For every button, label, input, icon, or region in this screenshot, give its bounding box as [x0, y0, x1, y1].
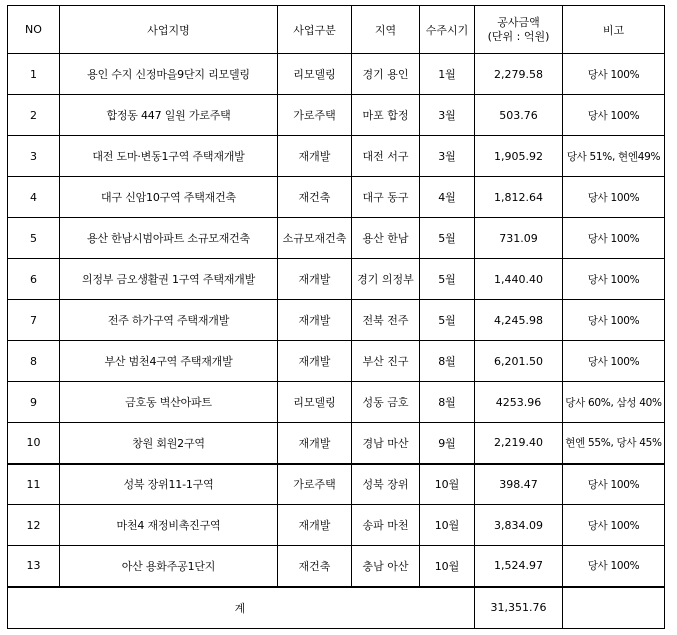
total-row [8, 587, 665, 629]
cell-note: 당사 100% [563, 505, 665, 546]
cell-note: 당사 60%, 삼성 40% [563, 382, 665, 423]
project-table [7, 5, 665, 629]
cell-name: 부산 범천4구역 주택재개발 [60, 341, 278, 382]
table-row [8, 341, 665, 382]
cell-period: 10월 [420, 464, 475, 505]
total-label: 계 [8, 587, 475, 629]
cell-region: 대전 서구 [352, 136, 420, 177]
table-header [8, 6, 665, 54]
cell-name: 대전 도마·변동1구역 주택재개발 [60, 136, 278, 177]
cell-region: 대구 동구 [352, 177, 420, 218]
table-row [8, 136, 665, 177]
cell-type: 재개발 [278, 341, 352, 382]
table-row [8, 54, 665, 95]
cell-type: 리모델링 [278, 54, 352, 95]
cell-type: 재개발 [278, 505, 352, 546]
cell-no: 4 [8, 177, 60, 218]
table-row [8, 505, 665, 546]
cell-type: 가로주택 [278, 464, 352, 505]
cell-type: 리모델링 [278, 382, 352, 423]
cell-note: 당사 100% [563, 464, 665, 505]
cell-amount: 398.47 [475, 464, 563, 505]
cell-note: 당사 100% [563, 546, 665, 587]
cell-type: 재건축 [278, 546, 352, 587]
cell-amount: 1,524.97 [475, 546, 563, 587]
cell-amount: 2,219.40 [475, 423, 563, 464]
header-period: 수주시기 [420, 6, 475, 54]
cell-name: 성북 장위11-1구역 [60, 464, 278, 505]
table-row [8, 300, 665, 341]
cell-period: 5월 [420, 300, 475, 341]
cell-no: 8 [8, 341, 60, 382]
cell-type: 재개발 [278, 300, 352, 341]
cell-amount: 4253.96 [475, 382, 563, 423]
total-amount: 31,351.76 [475, 587, 563, 629]
table-row [8, 259, 665, 300]
cell-region: 마포 합정 [352, 95, 420, 136]
cell-type: 재개발 [278, 259, 352, 300]
cell-period: 10월 [420, 505, 475, 546]
table-row [8, 546, 665, 587]
cell-region: 충남 아산 [352, 546, 420, 587]
cell-period: 3월 [420, 136, 475, 177]
cell-region: 용산 한남 [352, 218, 420, 259]
cell-region: 성북 장위 [352, 464, 420, 505]
header-name: 사업지명 [60, 6, 278, 54]
header-note: 비고 [563, 6, 665, 54]
cell-note: 당사 100% [563, 177, 665, 218]
cell-amount: 503.76 [475, 95, 563, 136]
cell-note: 당사 100% [563, 300, 665, 341]
cell-period: 8월 [420, 341, 475, 382]
table-row [8, 423, 665, 464]
cell-no: 2 [8, 95, 60, 136]
cell-type: 재개발 [278, 136, 352, 177]
cell-type: 재건축 [278, 177, 352, 218]
table-row [8, 95, 665, 136]
cell-region: 송파 마천 [352, 505, 420, 546]
cell-amount: 1,440.40 [475, 259, 563, 300]
cell-note: 당사 51%, 현엔49% [563, 136, 665, 177]
cell-no: 5 [8, 218, 60, 259]
cell-region: 경기 용인 [352, 54, 420, 95]
cell-amount: 6,201.50 [475, 341, 563, 382]
cell-note: 현엔 55%, 당사 45% [563, 423, 665, 464]
header-amount-title: 공사금액 [497, 15, 540, 29]
cell-no: 11 [8, 464, 60, 505]
cell-amount: 2,279.58 [475, 54, 563, 95]
cell-period: 3월 [420, 95, 475, 136]
cell-name: 의정부 금오생활권 1구역 주택재개발 [60, 259, 278, 300]
cell-no: 9 [8, 382, 60, 423]
cell-amount: 1,812.64 [475, 177, 563, 218]
cell-name: 용산 한남시범아파트 소규모재건축 [60, 218, 278, 259]
cell-note: 당사 100% [563, 95, 665, 136]
header-region: 지역 [352, 6, 420, 54]
cell-type: 가로주택 [278, 95, 352, 136]
cell-amount: 731.09 [475, 218, 563, 259]
cell-region: 전북 전주 [352, 300, 420, 341]
cell-name: 금호동 벽산아파트 [60, 382, 278, 423]
table-row [8, 464, 665, 505]
cell-no: 3 [8, 136, 60, 177]
header-amount-unit: (단위 : 억원) [487, 29, 550, 43]
cell-note: 당사 100% [563, 218, 665, 259]
cell-amount: 3,834.09 [475, 505, 563, 546]
cell-period: 10월 [420, 546, 475, 587]
cell-region: 경기 의정부 [352, 259, 420, 300]
cell-no: 12 [8, 505, 60, 546]
cell-amount: 1,905.92 [475, 136, 563, 177]
cell-period: 5월 [420, 259, 475, 300]
cell-name: 아산 용화주공1단지 [60, 546, 278, 587]
header-row [8, 6, 665, 54]
cell-period: 4월 [420, 177, 475, 218]
header-type: 사업구분 [278, 6, 352, 54]
cell-name: 마천4 재정비촉진구역 [60, 505, 278, 546]
table-row [8, 218, 665, 259]
cell-note: 당사 100% [563, 259, 665, 300]
cell-note: 당사 100% [563, 54, 665, 95]
cell-name: 창원 회원2구역 [60, 423, 278, 464]
cell-period: 1월 [420, 54, 475, 95]
total-note [563, 587, 665, 629]
cell-name: 전주 하가구역 주택재개발 [60, 300, 278, 341]
cell-period: 9월 [420, 423, 475, 464]
header-no: NO [8, 6, 60, 54]
cell-no: 13 [8, 546, 60, 587]
cell-region: 부산 진구 [352, 341, 420, 382]
header-amount [475, 6, 563, 54]
cell-region: 성동 금호 [352, 382, 420, 423]
cell-no: 6 [8, 259, 60, 300]
cell-type: 재개발 [278, 423, 352, 464]
cell-period: 5월 [420, 218, 475, 259]
cell-period: 8월 [420, 382, 475, 423]
table-row [8, 177, 665, 218]
cell-name: 대구 신암10구역 주택재건축 [60, 177, 278, 218]
table-body [8, 54, 665, 629]
cell-no: 1 [8, 54, 60, 95]
cell-amount: 4,245.98 [475, 300, 563, 341]
cell-no: 7 [8, 300, 60, 341]
cell-note: 당사 100% [563, 341, 665, 382]
cell-region: 경남 마산 [352, 423, 420, 464]
cell-name: 용인 수지 신정마을9단지 리모델링 [60, 54, 278, 95]
cell-name: 합정동 447 일원 가로주택 [60, 95, 278, 136]
cell-type: 소규모재건축 [278, 218, 352, 259]
table-row [8, 382, 665, 423]
cell-no: 10 [8, 423, 60, 464]
